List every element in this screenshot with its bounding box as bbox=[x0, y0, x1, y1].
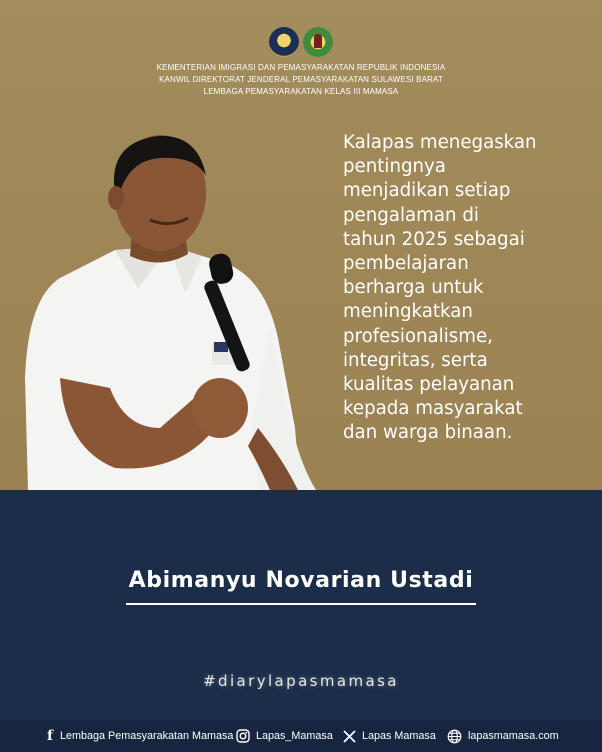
facebook-label: Lembaga Pemasyarakatan Mamasa bbox=[60, 730, 234, 742]
facebook-link[interactable] bbox=[46, 720, 233, 752]
speaker-name: Abimanyu Novarian Ustadi bbox=[128, 568, 474, 593]
quote-line: tahun 2025 sebagai bbox=[343, 228, 525, 250]
x-icon bbox=[343, 730, 356, 743]
facebook-icon: f bbox=[46, 728, 54, 744]
quote-text bbox=[343, 131, 583, 446]
quote-line: berharga untuk bbox=[343, 277, 484, 299]
hashtag: #diarylapasmamasa bbox=[203, 672, 399, 690]
pemasyarakatan-emblem-icon bbox=[303, 27, 333, 57]
ministry-emblem-icon bbox=[269, 27, 299, 57]
institution-line-1: KEMENTERIAN IMIGRASI DAN PEMASYARAKATAN REPUBLIK INDONESIA bbox=[156, 63, 446, 72]
x-link[interactable] bbox=[343, 720, 436, 752]
quote-line: Kalapas menegaskan bbox=[343, 132, 537, 153]
quote-line: integritas, serta bbox=[343, 349, 488, 371]
instagram-icon bbox=[236, 729, 250, 743]
x-label: Lapas Mamasa bbox=[362, 730, 436, 742]
globe-icon bbox=[447, 729, 462, 744]
social-footer bbox=[0, 720, 602, 752]
quote-line: meningkatkan bbox=[343, 301, 473, 323]
quote-line: profesionalisme, bbox=[343, 325, 493, 347]
logo-group bbox=[0, 27, 602, 59]
website-link[interactable] bbox=[447, 720, 559, 752]
quote-line: pembelajaran bbox=[343, 253, 469, 275]
name-section bbox=[0, 490, 602, 720]
instagram-link[interactable] bbox=[236, 720, 333, 752]
quote-line: menjadikan setiap bbox=[343, 180, 511, 202]
speaker-photo bbox=[20, 128, 320, 490]
name-underline bbox=[126, 603, 476, 605]
institution-line-2: KANWIL DIREKTORAT JENDERAL PEMASYARAKATAN SULAWESI BARAT bbox=[159, 75, 443, 84]
quote-line: pentingnya bbox=[343, 156, 446, 178]
quote-line: pengalaman di bbox=[343, 204, 479, 226]
quote-line: dan warga binaan. bbox=[343, 422, 513, 444]
website-label: lapasmamasa.com bbox=[468, 730, 559, 742]
instagram-label: Lapas_Mamasa bbox=[256, 730, 333, 742]
quote-line: kualitas pelayanan bbox=[343, 374, 515, 396]
institution-line-3: LEMBAGA PEMASYARAKATAN KELAS III MAMASA bbox=[203, 87, 399, 96]
quote-line: kepada masyarakat bbox=[343, 398, 523, 420]
